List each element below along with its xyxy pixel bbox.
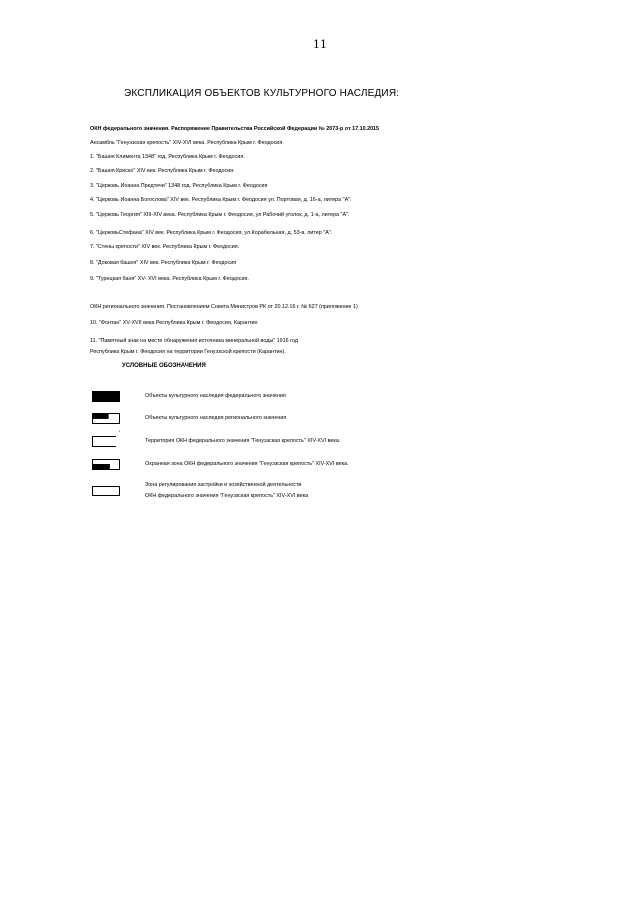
territory-symbol [92, 436, 116, 447]
ensemble-line: Ансамбль "Генуэзская крепость" XIV-XVI века. Республика Крым г. Феодосия. [90, 140, 284, 146]
federal-item: 1. "Башня Климента 1348" год. Республика Крым г. Феодосия. [90, 154, 245, 160]
federal-object-symbol [92, 391, 120, 402]
federal-header: ОКН федерального значения. Распоряжение Правительства Российской Федерации № 2073-р от 17.10.2015 [90, 126, 380, 132]
regional-object-symbol [92, 413, 120, 424]
federal-item: 7. "Стены крепости" XIV век. Республика Крым г. Феодосия. [90, 244, 240, 250]
legend-text: Объекты культурного наследия регионального значения [145, 415, 287, 421]
regional-item-11-line1: 11. "Памятный знак на месте обнаружения источника минеральной воды" 1916 год [90, 338, 299, 344]
legend-text: Зона регулирования застройки и хозяйственной деятельности [145, 482, 302, 488]
legend-text: Объекты культурного наследия федерального значения [145, 393, 286, 399]
regional-item-10: 10. "Фонтан" XV-XVII века Республика Крым г. Феодосия, Карантин [90, 320, 258, 326]
legend-text: ОКН федерального значения "Генуэзская крепость" XIV-XVI века [145, 493, 309, 499]
regulation-zone-symbol [92, 486, 120, 496]
legend-title: УСЛОВНЫЕ ОБОЗНАЧЕНИЯ [122, 363, 206, 369]
federal-item: 4. "Церковь Иоанна Богослова" XIV век. Республика Крым г. Феодосия ул. Портовая, д. 16-а, литера "А". [90, 197, 352, 203]
federal-item: 9. "Турецкая баня" XV- XVI века. Республика Крым г. Феодосия. [90, 276, 249, 282]
federal-item: 8. "Доковая башня" XIV век. Республика Крым г. Феодосия [90, 260, 237, 266]
document-title: ЭКСПЛИКАЦИЯ ОБЪЕКТОВ КУЛЬТУРНОГО НАСЛЕДИЯ: [124, 88, 400, 99]
federal-item: 2. "Башня Криско" XIV век. Республика Крым г. Феодосия. [90, 168, 235, 174]
federal-item: 6. "ЦерковьСтефана" XIV век. Республика Крым г. Феодосия, ул.Корабельная, д. 53-в, литер "А". [90, 230, 333, 236]
territory-tick-mark: ' [119, 431, 121, 437]
federal-item: 3. "Церковь Иоанна Предтечи" 1348 год. Республика Крым г. Феодосия [90, 183, 268, 189]
page-number: 11 [313, 38, 327, 51]
legend-text: Охранная зона ОКН федерального значения "Генуэзская крепость" XIV-XVI века. [145, 461, 349, 467]
regional-item-11-line2: Республика Крым г. Феодосия на территории Генуэзской крепости (Карантин). [90, 349, 286, 355]
protection-zone-symbol [92, 459, 120, 470]
regional-header: ОКН регионального значения. Постановлением Совета Министров РК от 20.12.16 г. № 627 (приложение 1) [90, 304, 358, 310]
legend-text: Территория ОКН федерального значения "Генуэзская крепость" XIV-XVI века. [145, 438, 341, 444]
federal-item: 5. "Церковь Георгия" XIII-XIV века. Республика Крым г. Феодосия, ул Рабочий уголок, д. 1-а, литера "А". [90, 212, 350, 218]
